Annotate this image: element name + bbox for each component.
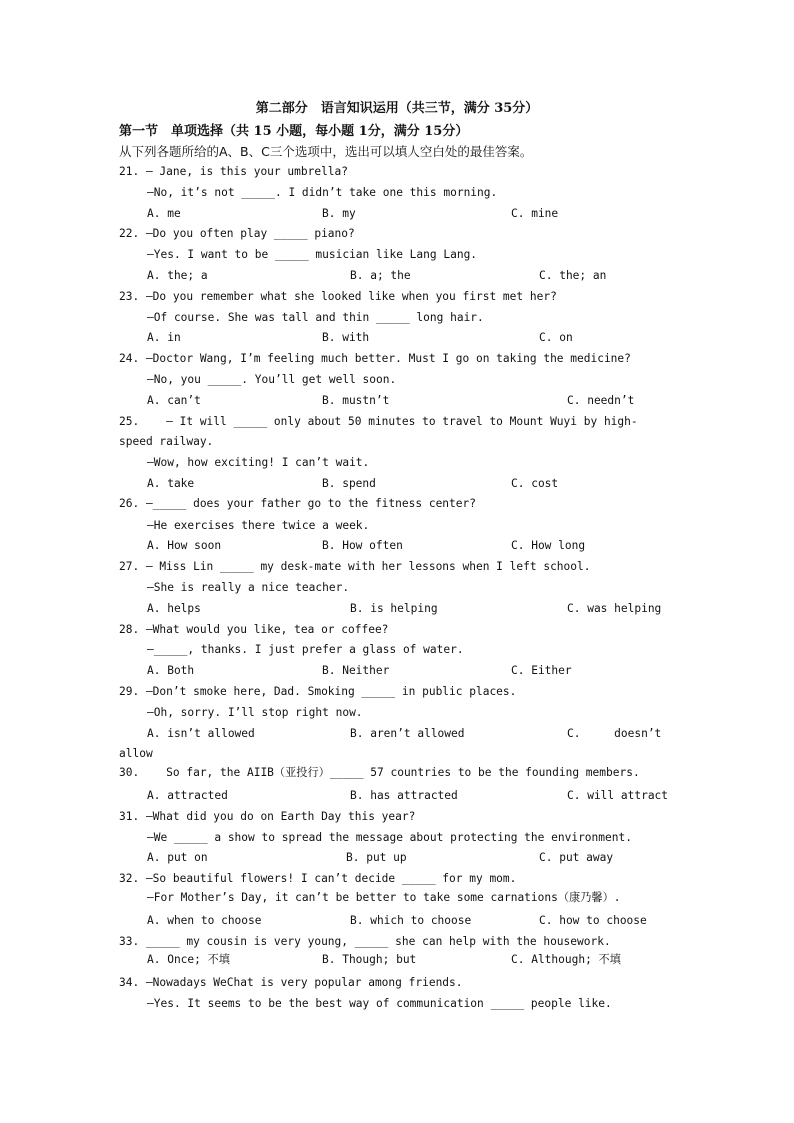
option-29-b: B. aren’t allowed [350,727,465,740]
option-22-b: B. a; the [350,269,411,282]
option-31-a: A. put on [147,851,208,864]
option-30-c: C. will attract [567,789,669,802]
option-31-b: B. put up [346,851,407,864]
question-26: 26. —_____ does your father go to the fitness center? [119,497,476,510]
part-title: 第二部分 语言知识运用（共三节，满分 35分） [255,101,539,116]
option-30-b: B. has attracted [350,789,458,802]
option-24-c: C. needn’t [567,394,635,407]
option-28-a: A. Both [147,664,195,677]
question-29-reply: —Oh, sorry. I’ll stop right now. [147,706,363,719]
option-21-b: B. my [322,207,356,220]
option-21-c: C. mine [511,207,559,220]
question-34-reply: —Yes. It seems to be the best way of communication _____ people like. [147,997,612,1010]
question-31: 31. —What did you do on Earth Day this year? [119,810,416,823]
question-23: 23. —Do you remember what she looked like when you first met her? [119,290,557,303]
option-32-b: B. which to choose [350,914,472,927]
question-28: 28. —What would you like, tea or coffee? [119,623,389,636]
option-26-c: C. How long [511,539,586,552]
option-28-c: C. Either [511,664,572,677]
option-29-a: A. isn’t allowed [147,727,255,740]
option-30-a: A. attracted [147,789,228,802]
option-22-c: C. the; an [539,269,607,282]
question-23-reply: —Of course. She was tall and thin _____ long hair. [147,311,484,324]
question-26-reply: —He exercises there twice a week. [147,519,370,532]
question-27-reply: —She is really a nice teacher. [147,581,350,594]
question-25-reply: —Wow, how exciting! I can’t wait. [147,456,370,469]
option-27-a: A. helps [147,602,201,615]
question-32: 32. —So beautiful flowers! I can’t decide _____ for my mom. [119,872,517,885]
option-28-b: B. Neither [322,664,390,677]
option-23-a: A. in [147,331,181,344]
option-27-c: C. was helping [567,602,662,615]
option-26-b: B. How often [322,539,403,552]
option-22-a: A. the; a [147,269,208,282]
option-33-a: A. Once; 不填 [147,953,230,966]
option-31-c: C. put away [539,851,614,864]
option-27-b: B. is helping [350,602,438,615]
option-21-a: A. me [147,207,181,220]
option-32-c: C. how to choose [539,914,647,927]
option-29-c-continued: allow [119,747,153,760]
option-24-a: A. can’t [147,394,201,407]
question-32-reply: —For Mother’s Day, it can’t be better to take some carnations（康乃馨）. [147,891,621,904]
instructions: 从下列各题所给的A、B、C三个选项中，选出可以填人空白处的最佳答案。 [119,144,533,159]
section-title: 第一节 单项选择（共 15 小题，每小题 1分，满分 15分） [119,124,469,139]
question-21: 21. — Jane, is this your umbrella? [119,165,349,178]
option-25-b: B. spend [322,477,376,490]
question-22: 22. —Do you often play _____ piano? [119,227,355,240]
question-31-reply: —We _____ a show to spread the message about protecting the environment. [147,831,632,844]
option-29-c: C. doesn’t [567,727,662,740]
option-33-b: B. Though; but [322,953,417,966]
question-27: 27. — Miss Lin _____ my desk-mate with her lessons when I left school. [119,560,591,573]
option-25-a: A. take [147,477,195,490]
option-26-a: A. How soon [147,539,222,552]
question-34: 34. —Nowadays WeChat is very popular among friends. [119,976,463,989]
question-22-reply: —Yes. I want to be _____ musician like Lang Lang. [147,248,478,261]
option-23-b: B. with [322,331,370,344]
question-28-reply: —_____, thanks. I just prefer a glass of water. [147,643,464,656]
option-25-c: C. cost [511,477,559,490]
option-33-c: C. Although; 不填 [511,953,621,966]
question-29: 29. —Don’t smoke here, Dad. Smoking _____ in public places. [119,685,517,698]
question-30: 30. So far, the AIIB（亚投行）_____ 57 countries to be the founding members. [119,766,640,779]
question-25-continued: speed railway. [119,435,214,448]
question-24-reply: —No, you _____. You’ll get well soon. [147,373,397,386]
option-23-c: C. on [539,331,573,344]
question-25: 25. — It will _____ only about 50 minutes to travel to Mount Wuyi by high- [119,415,638,428]
option-24-b: B. mustn’t [322,394,390,407]
question-33: 33. _____ my cousin is very young, _____ she can help with the housework. [119,935,611,948]
option-32-a: A. when to choose [147,914,262,927]
question-21-reply: —No, it’s not _____. I didn’t take one this morning. [147,186,498,199]
question-24: 24. —Doctor Wang, I’m feeling much better. Must I go on taking the medicine? [119,352,631,365]
